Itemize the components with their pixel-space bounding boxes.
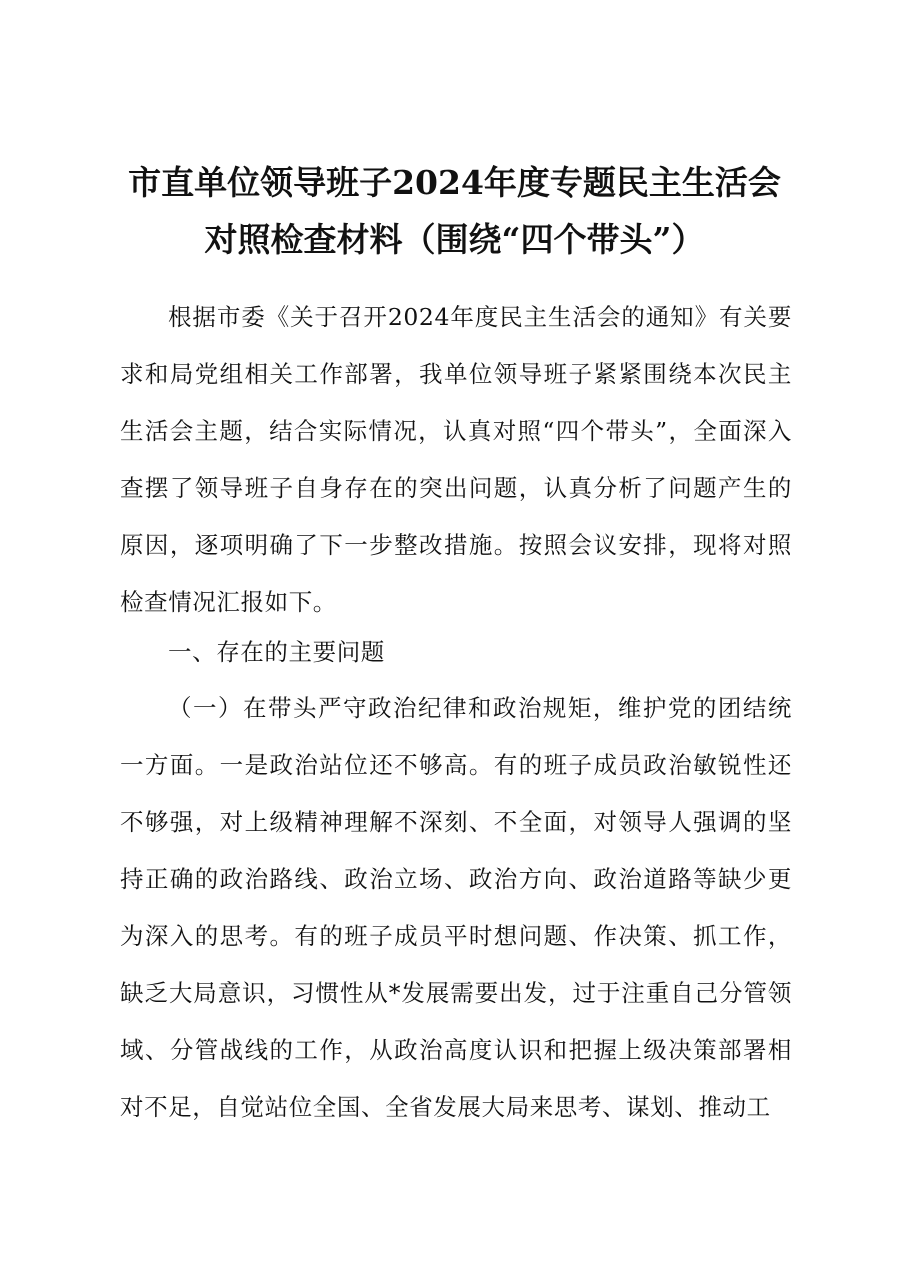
- document-title-line1: 市直单位领导班子2024年度专题民主生活会: [128, 163, 781, 202]
- document-title-line2: 对照检查材料（围绕“四个带头”）: [204, 220, 705, 259]
- section-paragraph: （一）在带头严守政治纪律和政治规矩，维护党的团结统一方面。一是政治站位还不够高。有的班子成员政治敏锐性还不够强，对上级精神理解不深刻、不全面，对领导人强调的坚持正确的政治路线、政治立场、政治方向、政治道路等缺少更为深入的思考。有的班子成员平时想问题、作决策、抓工作，缺乏大局意识，习惯性从*发展需要出发，过于注重自己分管领域、分管战线的工作，从政治高度认识和把握上级决策部署相对不足，自觉站位全国、全省发展大局来思考、谋划、推动工: [120, 694, 792, 1121]
- section-heading: 一、存在的主要问题: [168, 638, 385, 666]
- intro-paragraph: 根据市委《关于召开2024年度民主生活会的通知》有关要求和局党组相关工作部署，我单位领导班子紧紧围绕本次民主生活会主题，结合实际情况，认真对照“四个带头”，全面深入查摆了领导班子自身存在的突出问题，认真分析了问题产生的原因，逐项明确了下一步整改措施。按照会议安排，现将对照检查情况汇报如下。: [120, 303, 792, 616]
